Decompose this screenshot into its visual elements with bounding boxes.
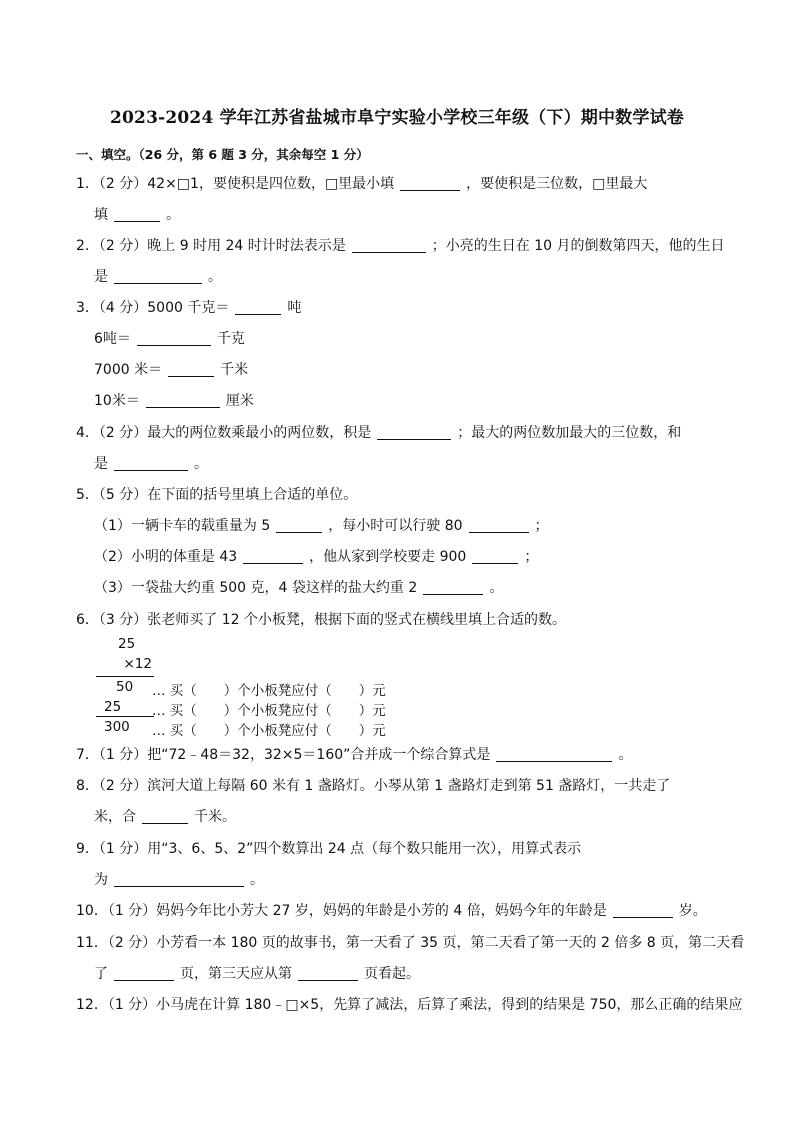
answer-blank[interactable]: [137, 331, 211, 346]
question-9-cont: 为 。: [94, 872, 264, 888]
answer-blank[interactable]: [243, 549, 303, 564]
question-3-c: 7000 米＝ 千米: [94, 362, 249, 378]
question-7: 7．（1 分）把“72﹣48＝32，32×5＝160”合并成一个综合算式是 。: [76, 747, 633, 763]
question-9: 9．（1 分）用“3、6、5、2”四个数算出 24 点（每个数只能用一次），用算式表示: [76, 841, 582, 857]
question-8: 8．（2 分）滨河大道上每隔 60 米有 1 盏路灯。小琴从第 1 盏路灯走到第 51 盏路灯，一共走了: [76, 778, 671, 794]
answer-blank[interactable]: [496, 747, 612, 762]
answer-blank[interactable]: [235, 300, 281, 315]
question-4-cont: 是 。: [94, 456, 208, 472]
question-2-cont: 是 。: [94, 269, 222, 285]
question-5-sub-3: （3）一袋盐大约重 500 克，4 袋这样的盐大约重 2 。: [94, 580, 504, 596]
answer-blank[interactable]: [276, 518, 322, 533]
answer-blank[interactable]: [472, 549, 518, 564]
answer-blank[interactable]: [142, 809, 188, 824]
answer-blank[interactable]: [114, 872, 244, 887]
question-3: 3．（4 分）5000 千克＝ 吨: [76, 300, 302, 316]
answer-blank[interactable]: [114, 456, 188, 471]
vertical-calc-partial-2: 25: [104, 699, 122, 715]
question-3-d: 10米＝ 厘米: [94, 393, 254, 409]
question-1: 1．（2 分）42×□1，要使积是四位数，□里最小填 ，要使积是三位数，□里最大: [76, 176, 648, 192]
question-6: 6．（3 分）张老师买了 12 个小板凳，根据下面的竖式在横线里填上合适的数。: [76, 612, 566, 628]
answer-blank[interactable]: [114, 207, 160, 222]
section-heading: 一、填空。（26 分，第 6 题 3 分，其余每空 1 分）: [76, 147, 369, 162]
answer-blank[interactable]: [423, 580, 483, 595]
vertical-calc-multiplier: ×12: [123, 656, 152, 672]
question-1-cont: 填 。: [94, 207, 180, 223]
answer-blank[interactable]: [469, 518, 529, 533]
answer-blank[interactable]: [146, 393, 220, 408]
question-5-sub-2: （2）小明的体重是 43 ，他从家到学校要走 900 ；: [94, 549, 539, 565]
exam-title: 2023-2024 学年江苏省盐城市阜宁实验小学校三年级（下）期中数学试卷: [109, 108, 684, 128]
answer-blank[interactable]: [114, 269, 202, 284]
question-8-cont: 米，合 千米。: [94, 809, 236, 825]
question-5: 5．（5 分）在下面的括号里填上合适的单位。: [76, 487, 358, 503]
answer-blank[interactable]: [114, 966, 174, 981]
calc-hint-3: … 买（ ）个小板凳应付（ ）元: [152, 723, 386, 739]
question-12: 12．（1 分）小马虎在计算 180﹣□×5，先算了减法，后算了乘法，得到的结果是 750，那么正确的结果应: [76, 997, 743, 1013]
vertical-calc-partial-1: 50: [116, 679, 134, 695]
question-5-sub-1: （1）一辆卡车的载重量为 5 ，每小时可以行驶 80 ；: [94, 518, 549, 534]
question-10: 10．（1 分）妈妈今年比小芳大 27 岁，妈妈的年龄是小芳的 4 倍，妈妈今年的年龄是 岁。: [76, 903, 707, 919]
calc-divider: [96, 676, 154, 677]
question-4: 4．（2 分）最大的两位数乘最小的两位数，积是 ；最大的两位数加最大的三位数，和: [76, 425, 682, 441]
vertical-calc-product: 300: [104, 719, 130, 735]
answer-blank[interactable]: [400, 176, 460, 191]
calc-hint-1: … 买（ ）个小板凳应付（ ）元: [152, 683, 386, 699]
question-11: 11．（2 分）小芳看一本 180 页的故事书，第一天看了 35 页，第二天看了第一天的 2 倍多 8 页，第二天看: [76, 935, 745, 951]
answer-blank[interactable]: [613, 903, 673, 918]
answer-blank[interactable]: [298, 966, 358, 981]
question-11-cont: 了 页，第三天应从第 页看起。: [94, 966, 420, 982]
vertical-calc-multiplicand: 25: [118, 636, 136, 652]
calc-divider: [96, 716, 154, 717]
question-3-b: 6吨＝ 千克: [94, 331, 245, 347]
answer-blank[interactable]: [352, 238, 426, 253]
calc-hint-2: … 买（ ）个小板凳应付（ ）元: [152, 703, 386, 719]
answer-blank[interactable]: [168, 362, 214, 377]
question-2: 2．（2 分）晚上 9 时用 24 时计时法表示是 ；小亮的生日在 10 月的倒数第四天，他的生日: [76, 238, 725, 254]
answer-blank[interactable]: [377, 425, 451, 440]
